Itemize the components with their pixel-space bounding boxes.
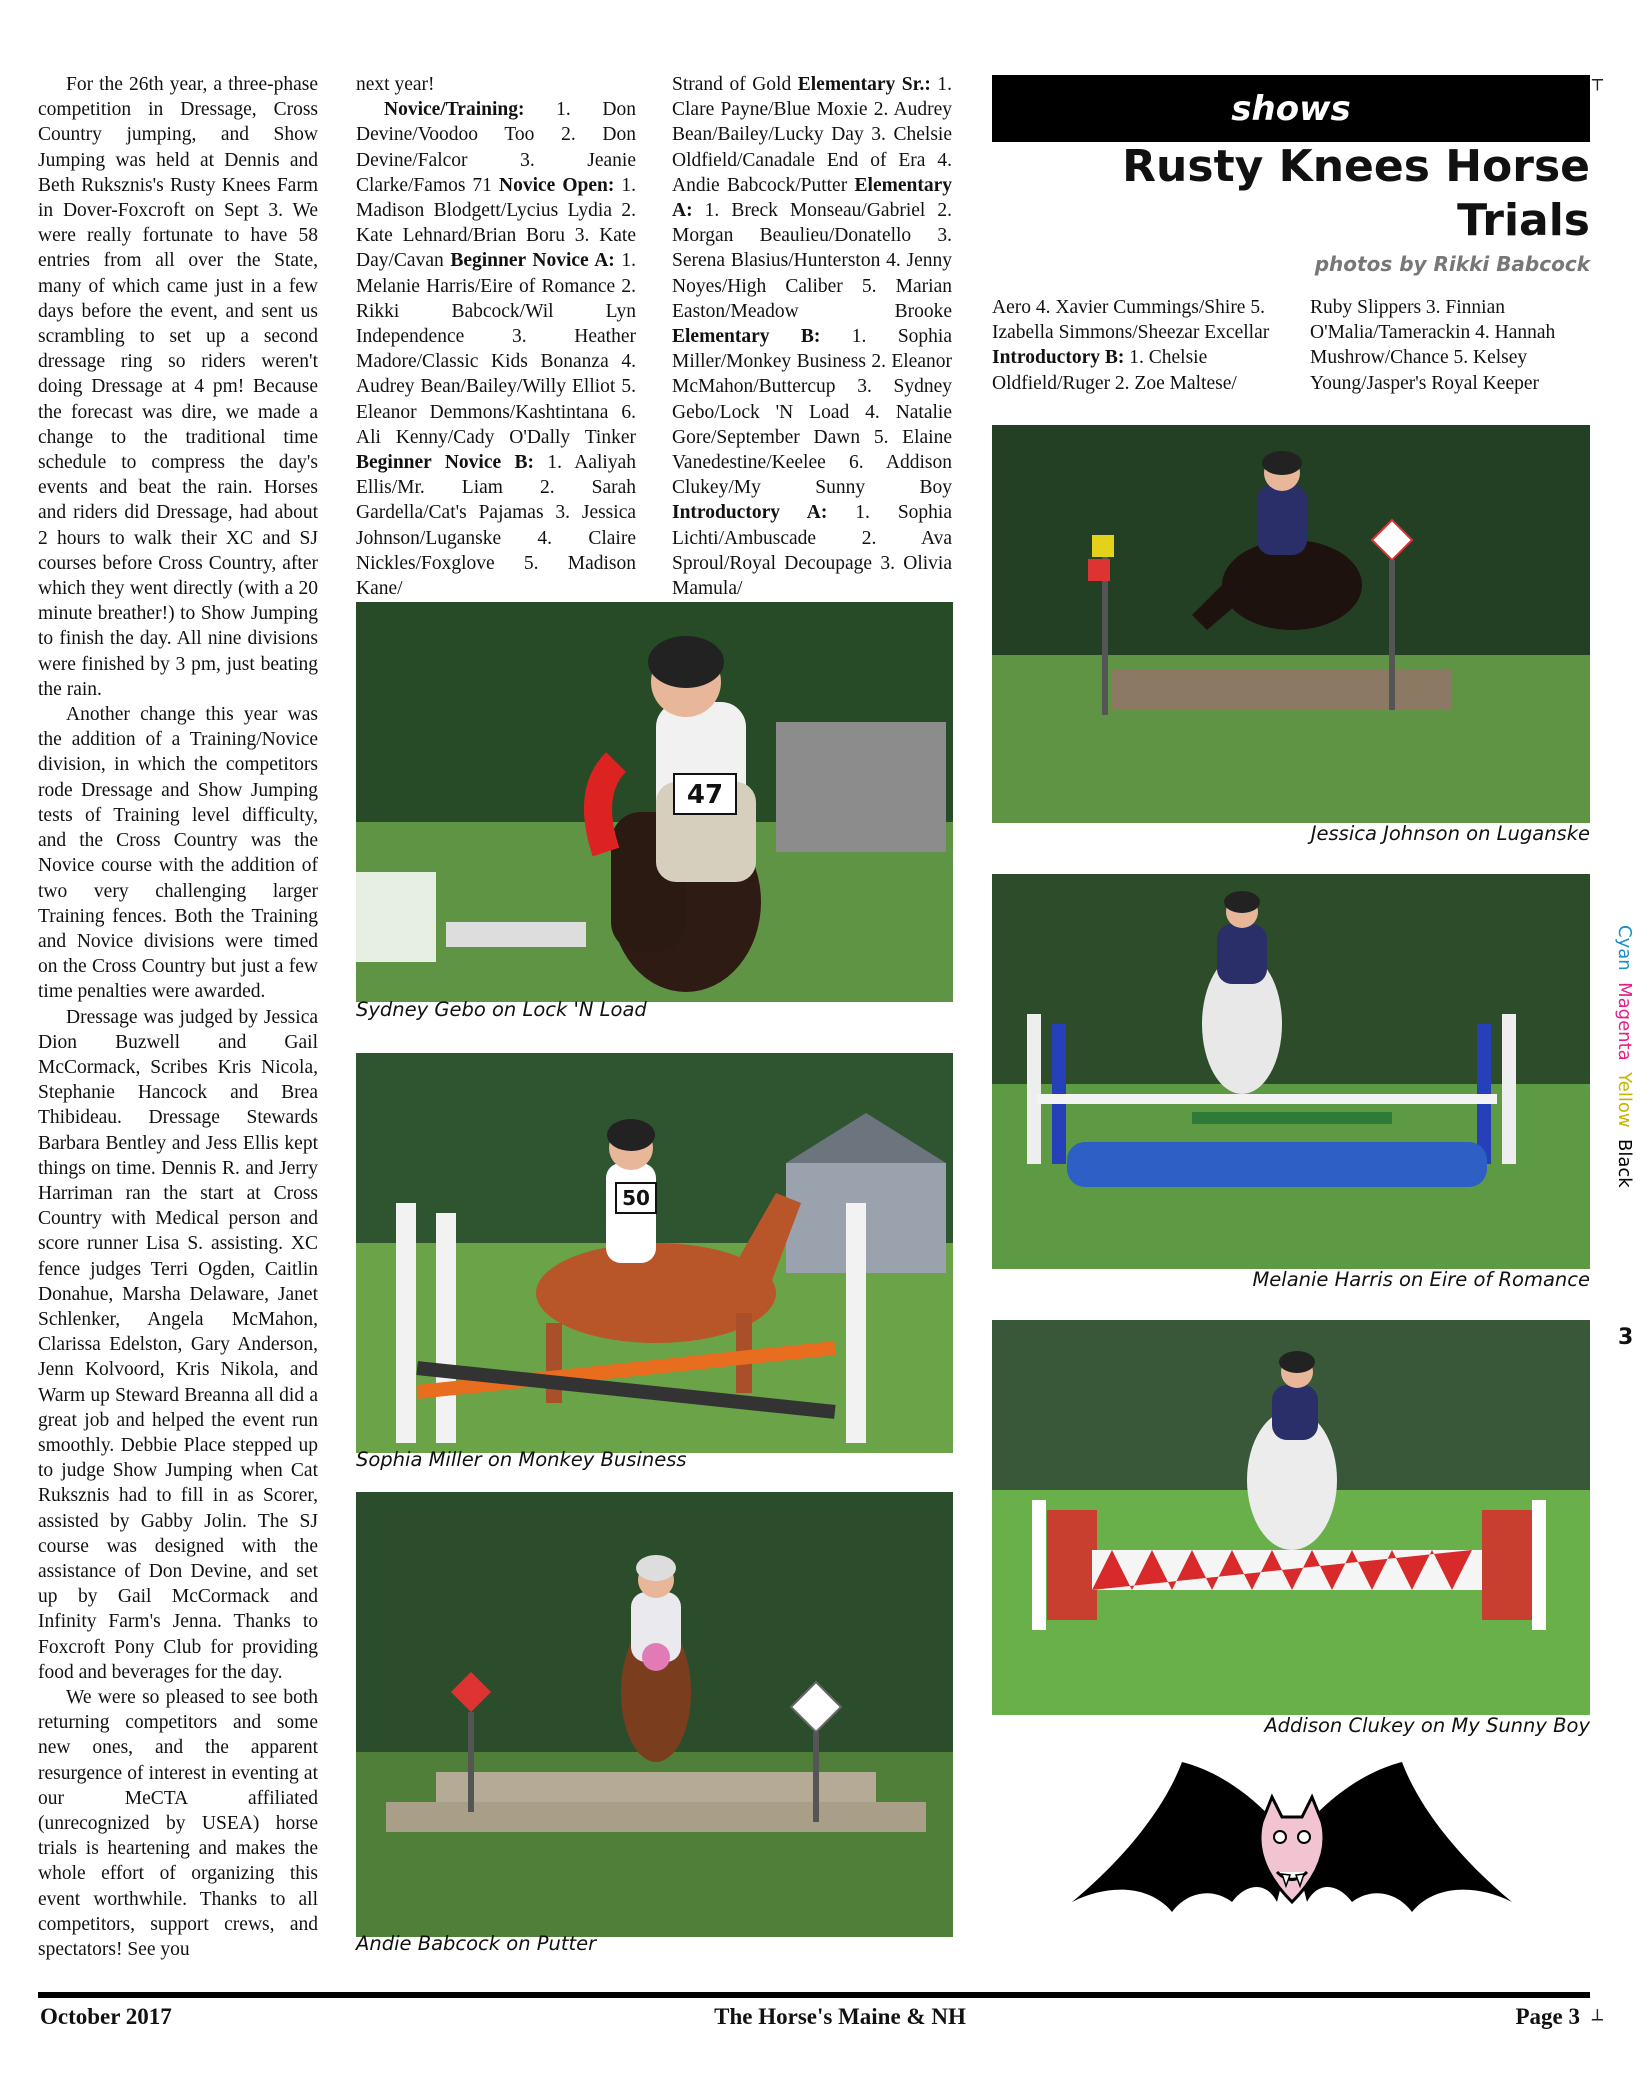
registration-mark-top: ┬	[1592, 70, 1603, 91]
column2-lead: next year!	[356, 74, 435, 95]
photo-melanie-harris	[992, 874, 1590, 1269]
article-column-3	[672, 72, 952, 601]
caption-photo-3: Andie Babcock on Putter	[356, 1932, 597, 1955]
bib-number: 47	[686, 780, 724, 810]
footer-date: October 2017	[40, 2004, 172, 2029]
section-banner: shows	[992, 75, 1590, 142]
results-novice-training: Novice/Training: 1. Don Devine/Voodoo Too 2. Don Devine/Falcor 3. Jeanie Clarke/Famos 71 Novice Open: 1. Madison Blodgett/Lycius Lydia 2. Kate Lehnard/Brian Boru 3. Kate Day/Cavan Beginner Novice A: 1. Melanie Harris/Eire of Romance 2. Rikki Babcock/Wil Lyn Independence 3. Heather Madore/Classic Kids Bonanza 4. Audrey Bean/Bailey/Willy Elliot 5. Eleanor Demmons/Kashtintana 6. Ali Kenny/Cady O'Dally Tinker Beginner Novice B: 1. Aaliyah Ellis/Mr. Liam 2. Sarah Gardella/Cat's Pajamas 3. Jessica Johnson/Luganske 4. Claire Nickles/Foxglove 5. Madison Kane/	[356, 99, 637, 600]
caption-photo-1: Sydney Gebo on Lock 'N Load	[356, 998, 647, 1021]
photo-jessica-johnson	[992, 425, 1590, 823]
photo-sydney-gebo	[356, 602, 953, 1002]
bat-cartoon-icon	[1072, 1762, 1512, 1962]
caption-photo-2: Sophia Miller on Monkey Business	[356, 1448, 687, 1471]
horse-rider-illustration	[356, 602, 953, 1002]
paragraph-3: Dressage was judged by Jessica Dion Buzwell and Gail McCormack, Scribes Kris Nicola, Stephanie Hancock and Brea Thibideau. Dressage Stewards Barbara Bentley and Jess Ellis kept things on time. Dennis R. and Jerry Harriman ran the start at Cross Country with Medical person and score runner Lisa S. assisting. XC fence judges Terri Ogden, Caitlin Donahue, Marsha Delaware, Janet Schlenker, Angela McMahon, Clarissa Edelston, Gary Anderson, Jenn Kolvoord, Kris Nikola, and Warm up Steward Breanna all did a great job and helped the event run smoothly. Debbie Place stepped up to judge Show Jumping when Cat Ruksznis had to fill in as Scorer, assisted by Gabby Jolin. The SJ course was designed with the assistance of Don Devine, and set up by Gail McCormack and Infinity Farm's Jenna. Thanks to Foxcroft Pony Club for providing food and beverages for the day.	[38, 1006, 318, 1683]
caption-photo-5: Melanie Harris on Eire of Romance	[1252, 1268, 1590, 1291]
photo-sophia-miller	[356, 1053, 953, 1453]
footer-publication: The Horse's Maine & NH	[714, 2004, 966, 2029]
footer-page: Page 3	[1515, 2004, 1580, 2029]
article-column-1	[38, 72, 318, 1962]
paragraph-4: We were so pleased to see both returning competitors and some new ones, and the apparent resurgence of interest in eventing at our MeCTA affiliated (unrecognized by USEA) horse trials is heartening and makes the whole effort of organizing this event worthwhile. Thanks to all competitors, support crews, and spectators! See you	[38, 1687, 318, 1961]
caption-photo-6: Addison Clukey on My Sunny Boy	[1264, 1714, 1590, 1737]
registration-mark-bottom: ┴	[1592, 2010, 1603, 2031]
results-elementary: Strand of Gold Elementary Sr.: 1. Clare Payne/Blue Moxie 2. Audrey Bean/Bailey/Lucky Day 3. Chelsie Oldfield/Canadale End of Era 4. Andie Babcock/Putter Elementary A: 1. Breck Monseau/Gabriel 2. Morgan Beaulieu/Donatello 3. Serena Blasius/Hunterston 4. Jenny Noyes/High Caliber 5. Marian Easton/Meadow Brooke Elementary B: 1. Sophia Miller/Monkey Business 2. Eleanor McMahon/Buttercup 3. Sydney Gebo/Lock 'N Load 4. Natalie Gore/September Dawn 5. Elaine Vanedestine/Keelee 6. Addison Clukey/My Sunny Boy Introductory A: 1. Sophia Lichti/Ambuscade 2. Ava Sproul/Royal Decoupage 3. Olivia Mamula/	[672, 74, 952, 600]
photo-addison-clukey	[992, 1320, 1590, 1715]
article-column-5: Ruby Slippers 3. Finnian O'Malia/Tamerackin 4. Hannah Mushrow/Chance 5. Kelsey Young/Jasper's Royal Keeper	[1310, 297, 1556, 394]
photo-credit: photos by Rikki Babcock	[1314, 252, 1590, 276]
footer-rule	[38, 1992, 1590, 1998]
paragraph-1: For the 26th year, a three-phase competition in Dressage, Cross Country jumping, and Show Jumping was held at Dennis and Beth Ruksznis's Rusty Knees Farm in Dover-Foxcroft on Sept 3. We were really fortunate to have 58 entries from all over the State, many of which came just in a few days before the event, and sent us scrambling to set up a second dressage ring so riders weren't doing Dressage at 4 pm! Because the forecast was dire, we made a change to the traditional time schedule to compress the day's events and beat the rain. Horses and riders did Dressage, had about 2 hours to walk their XC and SJ courses before Cross Country, after which they went directly (with a 20 minute breather!) to Show Jumping to finish the day. All nine divisions were finished by 3 pm, just beating the rain.	[38, 74, 318, 700]
photo-andie-babcock	[356, 1492, 953, 1937]
caption-photo-4: Jessica Johnson on Luganske	[1310, 822, 1590, 845]
bib-number: 50	[622, 1186, 650, 1210]
side-page-number: 3	[1618, 1325, 1634, 1350]
color-registration-strip: Cyan Magenta Yellow Black	[1614, 925, 1635, 1188]
paragraph-2: Another change this year was the addition of a Training/Novice division, in which the competitors rode Dressage and Show Jumping tests of Training level difficulty, and the Cross Country was the Novice course with the addition of two very challenging larger Training fences. Both the Training and Novice divisions were timed on the Cross Country but just a few time penalties were awarded.	[38, 704, 318, 1003]
headline: Rusty Knees Horse Trials	[1122, 141, 1590, 246]
article-column-2	[356, 72, 636, 601]
article-column-4: Aero 4. Xavier Cummings/Shire 5. Izabella Simmons/Sheezar Excellar Introductory B: 1. Chelsie Oldfield/Ruger 2. Zoe Maltese/	[992, 297, 1270, 394]
